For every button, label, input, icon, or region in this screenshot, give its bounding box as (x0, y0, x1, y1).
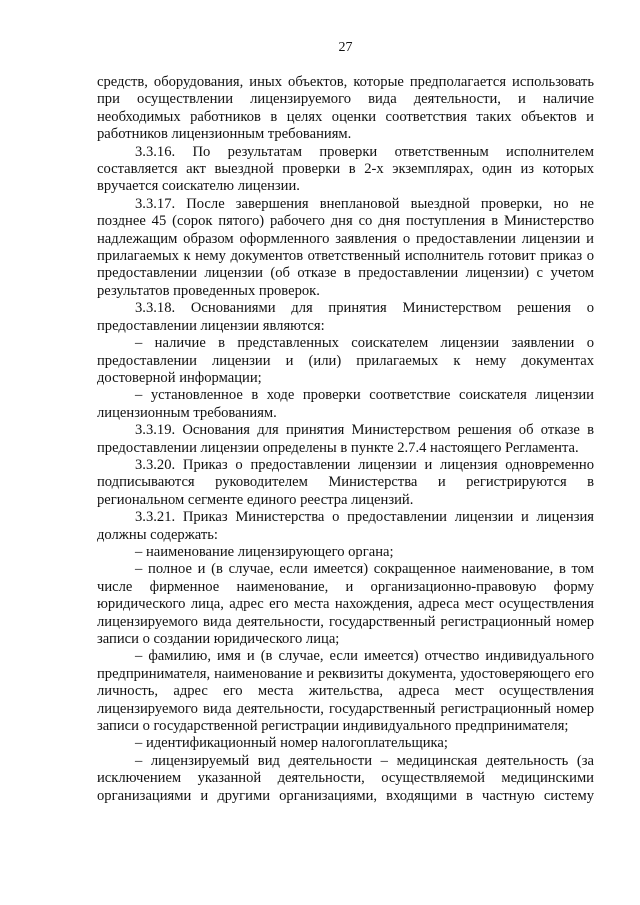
paragraph-3-3-17: 3.3.17. После завершения внеплановой выездной проверки, но не позднее 45 (сорок пятого) рабочего дня со дня поступления в Министерство надлежащим образом оформленного заявления о предоставлении лицензии и прилагаемых к нему документов ответственный исполнитель готовит приказ о предоставлении лицензии (об отказе в предоставлении лицензии) с учетом результатов проведенных проверок. (97, 195, 594, 299)
paragraph-3-3-20: 3.3.20. Приказ о предоставлении лицензии и лицензия одновременно подписываются руководителем Министерства и регистрируются в региональном сегменте единого реестра лицензий. (97, 456, 594, 508)
list-item-authority-name: – наименование лицензирующего органа; (135, 543, 394, 560)
list-item-compliance: – установленное в ходе проверки соответствие соискателя лицензии лицензионным требованиям. (97, 387, 594, 421)
paragraph-3-3-16: 3.3.16. По результатам проверки ответственным исполнителем составляется акт выездной проверки в 2-х экземплярах, один из которых вручается соискателю лицензии. (97, 143, 594, 195)
list-item-reliable-information: – наличие в представленных соискателем лицензии заявлении о предоставлении лицензии и (или) прилагаемых к нему документах достоверной информации; (97, 335, 594, 386)
paragraph-3-3-18: 3.3.18. Основаниями для принятия Министерством решения о предоставлении лицензии являются: (97, 300, 594, 334)
list-item-tax-number: – идентификационный номер налогоплательщика; (135, 735, 448, 752)
paragraph-3-3-19: 3.3.19. Основания для принятия Министерством решения об отказе в предоставлении лицензии определены в пункте 2.7.4 настоящего Регламента. (97, 422, 594, 456)
paragraph-continuation: средств, оборудования, иных объектов, которые предполагается использовать при осуществлении лицензируемого вида деятельности, и наличие необходимых работников в целях оценки соответствия таких объектов и работников лицензионным требованиям. (97, 74, 594, 143)
list-item-individual-entrepreneur: – фамилию, имя и (в случае, если имеется) отчество индивидуального предпринимателя, наименование и реквизиты документа, удостоверяющего его личность, адрес его места жительства, адреса мест осуществления лицензируемого вида деятельности, государственный регистрационный номер записи о государственной регистрации индивидуального предпринимателя; (97, 648, 594, 735)
page-number: 27 (338, 40, 353, 55)
list-item-licensed-activity: – лицензируемый вид деятельности – медицинская деятельность (за исключением указанной деятельности, осуществляемой медицинскими организациями и другими организациями, входящими в частную систему (97, 752, 594, 804)
list-item-legal-entity: – полное и (в случае, если имеется) сокращенное наименование, в том числе фирменное наименование, и организационно-правовую форму юридического лица, адрес его места нахождения, адреса мест осуществления лицензируемого вида деятельности, государственный регистрационный номер записи о создании юридического лица; (97, 561, 594, 647)
document-body (97, 74, 594, 805)
paragraph-3-3-21: 3.3.21. Приказ Министерства о предоставлении лицензии и лицензия должны содержать: (97, 509, 594, 543)
